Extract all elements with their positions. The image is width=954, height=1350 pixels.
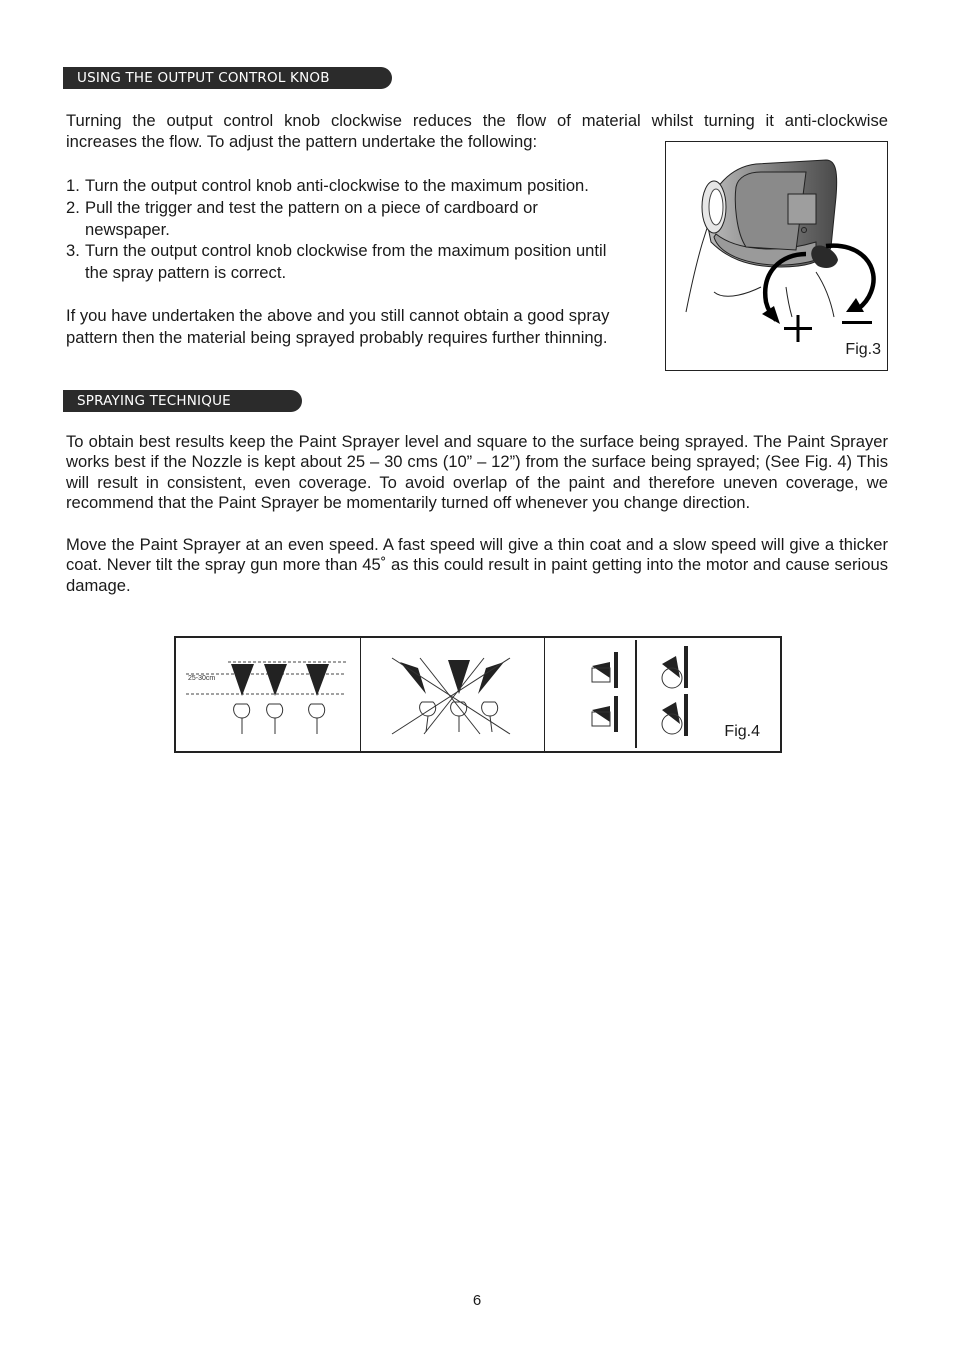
step-text-continued: newspaper. <box>85 219 170 239</box>
distance-label: 25-30cm <box>188 675 216 682</box>
note-line-2: pattern then the material being sprayed probably requires further thinning. <box>66 328 608 347</box>
note-line-1: If you have undertaken the above and you still cannot obtain a good spray <box>66 306 610 325</box>
fig4-panel-side-view <box>544 638 780 751</box>
step-number: 2. <box>66 198 80 217</box>
step-text: Pull the trigger and test the pattern on a piece of cardboard or <box>85 198 538 217</box>
figure-4-spray-technique <box>174 636 782 753</box>
section-heading-spraying-technique: SPRAYING TECHNIQUE <box>63 390 302 412</box>
plus-icon <box>784 315 812 342</box>
figure-4-label: Fig.4 <box>724 723 760 740</box>
list-item <box>66 175 656 197</box>
list-item <box>66 240 656 284</box>
fig4-panel-incorrect-tilt <box>360 638 545 751</box>
figure-3-output-knob <box>665 141 888 371</box>
intro-line-1: Turning the output control knob clockwise reduces the flow of material whilst turning it anti-clockwise <box>66 111 888 130</box>
step-text: Turn the output control knob anti-clockwise to the maximum position. <box>85 176 589 195</box>
output-knob-illustration <box>666 142 887 370</box>
step-text-continued: the spray pattern is correct. <box>85 262 287 282</box>
page-number: 6 <box>472 1292 482 1309</box>
step-number: 1. <box>66 176 80 195</box>
spraying-paragraph-1: To obtain best results keep the Paint Sprayer level and square to the surface being sprayed. The Paint Sprayer works best if the Nozzle is kept about 25 – 30 cms (10” – 12”) from the surface being sprayed; (See Fig. 4) This will result in consistent, even coverage. To avoid overlap of the paint and therefore uneven coverage, we recommend that the Paint Sprayer be momentarily turned off whenever you change direction. <box>66 432 888 513</box>
step-text: Turn the output control knob clockwise from the maximum position until <box>85 241 607 260</box>
section-heading-output-control: USING THE OUTPUT CONTROL KNOB <box>63 67 392 89</box>
list-item <box>66 197 656 241</box>
intro-line-2: increases the flow. To adjust the pattern undertake the following: <box>66 132 538 151</box>
figure-3-label: Fig.3 <box>845 341 881 358</box>
fig4-panel-correct-distance <box>176 638 361 751</box>
step-number: 3. <box>66 241 80 260</box>
spraying-paragraph-2: Move the Paint Sprayer at an even speed. A fast speed will give a thin coat and a slow speed will give a thicker coat. Never tilt the spray gun more than 45˚ as this could result in paint getting into the motor and cause serious damage. <box>66 535 888 595</box>
minus-icon <box>842 321 872 324</box>
